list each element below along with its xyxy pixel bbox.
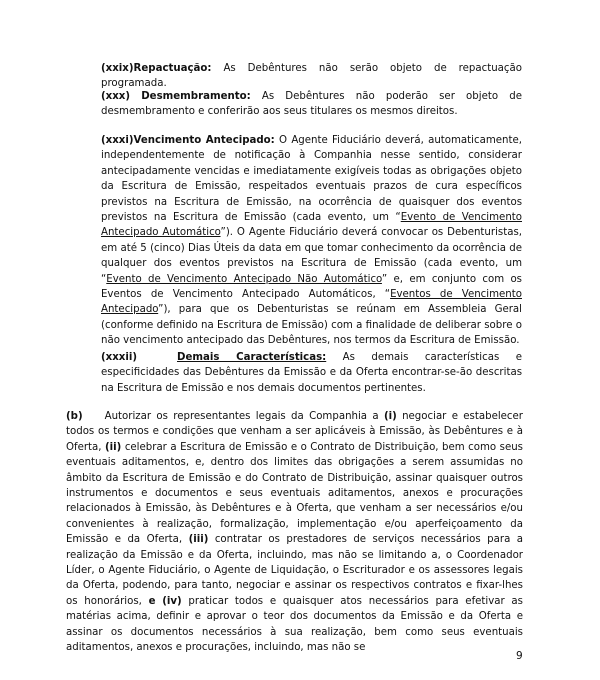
paragraph-repactuacao (101, 61, 522, 92)
text-segment: contratar os prestadores de serviços necessários para a realização da Emissão e da Oferta, incluindo, mas não se limitando a, o Coordenador Líder, o Agente Fiduciário, o Agente de Liquidação, o Escriturador e os assessores legais da Oferta, podendo, para tanto, negociar e assinar os respectivos contratos e fixar-lhes os honorários, (66, 534, 523, 607)
item-body: As Debêntures não poderão ser objeto de desmembramento e conferirão aos seus titulares os mesmos direitos. (101, 91, 522, 118)
defined-term: Evento de Vencimento Antecipado Não Automático (106, 273, 382, 285)
item-marker: (xxix) (101, 63, 134, 74)
text-segment: celebrar a Escritura de Emissão e o Contrato de Distribuição, bem como seus eventuais aditamentos, e, dentro dos limites das obrigações a serem assumidas no âmbito da Escritura de Emissão e do Contrato de Distribuição, assinar quaisquer outros instrumentos e documentos e seus eventuais aditamentos, anexos e procurações relacionados à Emissão, às Debêntures e à Oferta, que venham a ser necessários e/ou convenientes à realização, formalização, implementação e/ou aperfeiçoamento da Emissão e da Oferta, (66, 441, 523, 546)
text-segment: ” e, em conjunto com os Eventos de Vencimento Antecipado Automáticos, “ (101, 273, 522, 301)
text-segment: negociar e estabelecer todos os termos e condições que venham a ser aplicáveis à Emissão, às Debêntures e à Oferta, (66, 411, 523, 453)
text-segment: O Agente Fiduciário deverá, automaticamente, independentemente de notificação à Companhia nesse sentido, considerar antecipadamente vencidas e imediatamente exigíveis todas as obrigações objeto da Escritura de Emissão, respeitados eventuais prazos de cura específicos previstos na Escritura de Emissão, na ocorrência de quaisquer dos eventos previstos na Escritura de Emissão (cada evento, um “ (101, 135, 522, 224)
item-body: As Debêntures não serão objeto de repactuação programada. (101, 63, 522, 90)
roman-marker: (ii) (105, 441, 122, 453)
page-number: 9 (516, 650, 523, 662)
item-marker: (b) (66, 411, 83, 422)
item-body: As demais características e especificidades das Debêntures da Emissão e da Oferta encontrar-se-ão descritas na Escritura de Emissão e nos demais documentos pertinentes. (101, 352, 522, 394)
item-title: Vencimento Antecipado: (133, 135, 275, 146)
text-segment: Autorizar os representantes legais da Companhia a (104, 411, 384, 422)
defined-term: Evento de Vencimento Antecipado Automático (101, 212, 522, 239)
text-segment: praticar todos e quaisquer atos necessários para efetivar as matérias acima, definir e aprovar o teor dos documentos da Emissão e da Oferta e assinar os documentos necessários à sua realização, bem como seus eventuais aditamentos, anexos e procurações, incluindo, mas não se (66, 595, 523, 654)
item-title: Repactuação: (133, 63, 212, 74)
paragraph-vencimento-antecipado (101, 133, 522, 349)
paragraph-demais-caracteristicas (101, 350, 522, 396)
item-marker: (xxxi) (101, 135, 134, 146)
item-marker: (xxx) (101, 91, 131, 102)
item-title: Demais Características: (177, 352, 327, 363)
item-title: Desmembramento: (141, 91, 251, 102)
conjunction: e (148, 595, 156, 607)
text-segment: ”). O Agente Fiduciário deverá convocar os Debenturistas, em até 5 (cinco) Dias Úteis da data em que tomar conhecimento da ocorrência de qualquer dos eventos previstos na Escritura de Emissão (cada evento, um “ (101, 227, 522, 285)
roman-marker: (iv) (162, 595, 182, 607)
defined-term: Eventos de Vencimento Antecipado (101, 289, 522, 316)
roman-marker: (i) (383, 411, 397, 422)
item-marker: (xxxii) (101, 352, 138, 363)
paragraph-desmembramento (101, 89, 522, 120)
paragraph-b-authorization (66, 409, 523, 656)
text-segment: ”), para que os Debenturistas se reúnam em Assembleia Geral (conforme definido na Escritura de Emissão) com a finalidade de deliberar sobre o não vencimento antecipado das Debêntures, nos termos da Escritura de Emissão. (101, 304, 522, 347)
roman-marker: (iii) (188, 534, 209, 546)
